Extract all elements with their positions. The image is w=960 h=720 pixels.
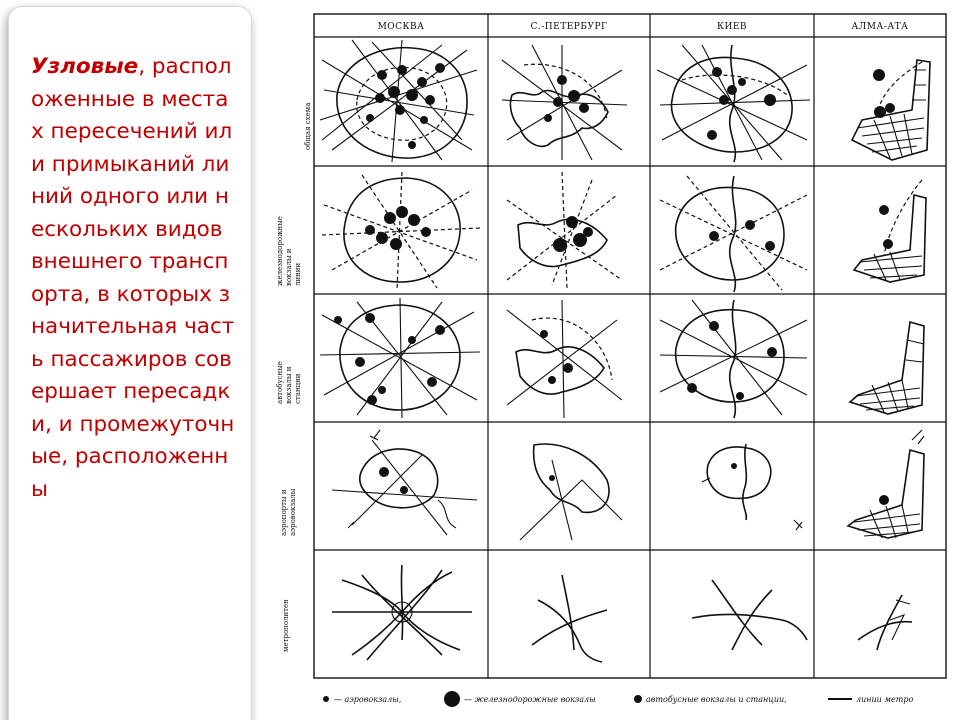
row-label-rail: [276, 216, 302, 286]
svg-text:вокзалы и: вокзалы и: [285, 248, 293, 286]
legend: [323, 691, 913, 707]
row-label-air: [280, 488, 297, 536]
map-kiev-metro: [692, 580, 807, 650]
transport-schemes-figure: [262, 0, 960, 720]
col-header-moscow: МОСКВА: [377, 22, 425, 32]
definition-text: [31, 51, 241, 506]
map-almaata-metro: [858, 595, 912, 650]
text-panel: [8, 6, 252, 720]
row-label-general: [304, 103, 312, 150]
legend-rail: — железнодорожные вокзалы: [464, 695, 596, 704]
legend-airports: — аэровокзалы,: [334, 695, 402, 704]
svg-text:общая схема: общая схема: [304, 102, 312, 150]
svg-text:аэропорты и: аэропорты и: [280, 489, 288, 536]
map-almaata-rail: [854, 180, 926, 282]
col-header-almaata: АЛМА-АТА: [851, 22, 909, 32]
map-spb-rail: [507, 172, 622, 288]
map-kiev-rail: [660, 176, 807, 292]
legend-bus: автобусные вокзалы и станции,: [646, 695, 787, 704]
svg-text:вокзалы и: вокзалы и: [285, 366, 293, 404]
map-kiev-general: [657, 45, 810, 162]
map-almaata-air: [848, 430, 924, 538]
map-spb-bus: [507, 300, 622, 418]
map-moscow-rail: [322, 172, 480, 290]
map-moscow-air: [332, 430, 477, 535]
map-moscow-metro: [332, 565, 472, 660]
svg-text:станции: станции: [294, 373, 302, 404]
map-spb-air: [520, 444, 622, 540]
svg-text:автобусные: автобусные: [276, 361, 284, 404]
row-label-metro: [282, 599, 290, 652]
legend-bus-symbol: [634, 695, 642, 703]
map-moscow-bus: [320, 298, 480, 418]
svg-text:аэровокзалы: аэровокзалы: [289, 488, 297, 536]
map-kiev-air: [702, 444, 802, 530]
legend-airport-symbol: [323, 696, 329, 702]
term-bold: Узловые: [31, 54, 139, 79]
map-kiev-bus: [660, 300, 807, 418]
legend-rail-symbol: [444, 691, 460, 707]
svg-text:линии: линии: [294, 262, 302, 286]
map-almaata-general: [852, 60, 930, 160]
legend-metro: линии метро: [856, 695, 914, 704]
row-label-bus: [276, 361, 302, 404]
col-header-spb: С.-ПЕТЕРБУРГ: [530, 22, 608, 32]
map-moscow-general: [320, 40, 477, 162]
definition-body: , расположенные в местах пересечений или примыканий линий одного или нескольких видов внешнего транспорта, в которых значительная часть пассажиров совершает пересадки, и промежуточные, расположенны: [31, 54, 235, 502]
svg-text:метрополитен: метрополитен: [282, 599, 290, 652]
map-spb-general: [502, 45, 627, 160]
svg-text:железнодорожные: железнодорожные: [276, 216, 284, 286]
map-spb-metro: [532, 575, 607, 662]
map-almaata-bus: [850, 322, 924, 414]
col-header-kiev: КИЕВ: [717, 22, 747, 32]
